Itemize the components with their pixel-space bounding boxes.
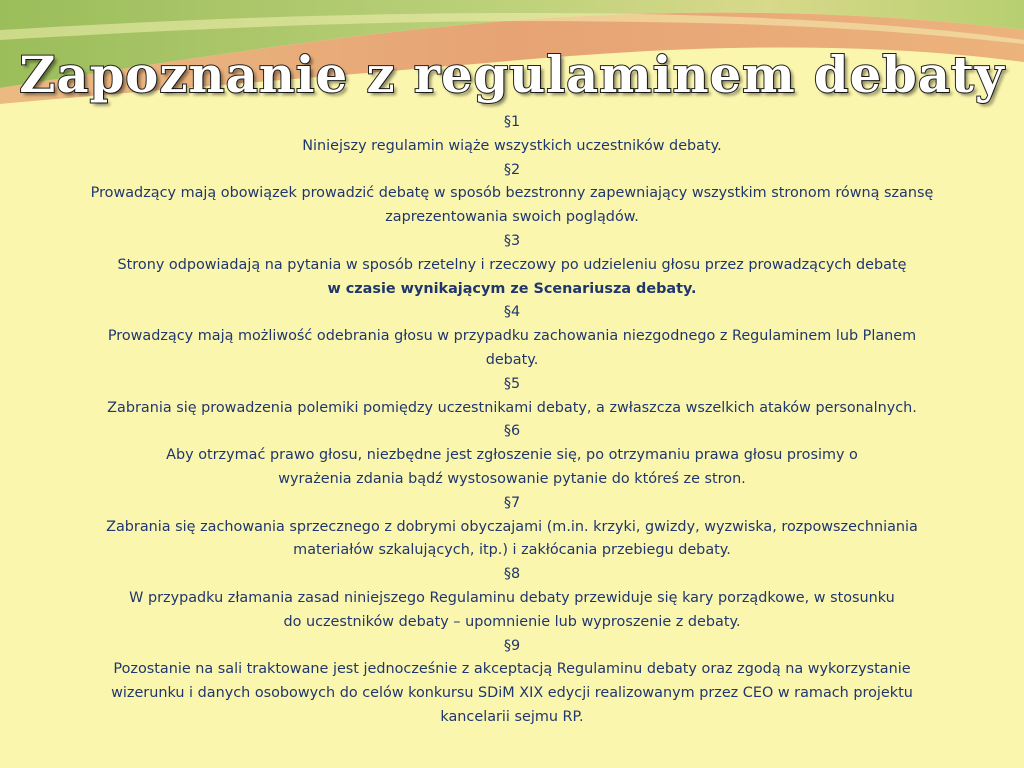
regulation-text-line: Prowadzący mają możliwość odebrania głosu w przypadku zachowania niezgodnego z Regulaminem lub Planem: [107, 328, 917, 345]
section-number: §1: [503, 114, 521, 130]
section-number: §7: [503, 494, 521, 511]
regulation-text-line: Prowadzący mają obowiązek prowadzić debatę w sposób bezstronny zapewniający wszystkim stronom równą szansę: [90, 185, 934, 202]
regulation-text-line: w czasie wynikającym ze Scenariusza debaty.: [327, 280, 697, 297]
section-number: §3: [503, 232, 521, 249]
regulation-text-line: Pozostanie na sali traktowane jest jednocześnie z akceptacją Regulaminu debaty oraz zgodą na wykorzystanie: [113, 661, 911, 678]
regulation-text-line: wyrażenia zdania bądź wystosowanie pytanie do któreś ze stron.: [278, 470, 746, 487]
section-number: §5: [503, 375, 521, 392]
regulation-text-line: materiałów szkalujących, itp.) i zakłócania przebiegu debaty.: [293, 542, 731, 559]
regulation-text-line: W przypadku złamania zasad niniejszego Regulaminu debaty przewiduje się kary porządkowe, w stosunku: [129, 589, 895, 606]
regulation-text-line: Niniejszy regulamin wiąże wszystkich uczestników debaty.: [302, 137, 722, 154]
slide-title: Zapoznanie z regulaminem debaty: [19, 45, 1005, 104]
regulation-text-line: zaprezentowania swoich poglądów.: [385, 209, 639, 226]
section-number: §6: [503, 423, 521, 440]
regulation-text-line: kancelarii sejmu RP.: [440, 708, 584, 725]
regulation-text-line: Strony odpowiadają na pytania w sposób rzetelny i rzeczowy po udzieleniu głosu przez prowadzących debatę: [117, 256, 907, 273]
regulation-text-line: debaty.: [485, 351, 539, 368]
regulation-text-line: Aby otrzymać prawo głosu, niezbędne jest zgłoszenie się, po otrzymaniu prawa głosu prosimy o: [166, 447, 858, 464]
regulation-text-line: Zabrania się zachowania sprzecznego z dobrymi obyczajami (m.in. krzyki, gwizdy, wyzwiska, rozpowszechniania: [106, 518, 918, 535]
regulations-text: [12, 111, 1012, 730]
section-number: §4: [503, 304, 521, 321]
regulation-text-line: do uczestników debaty – upomnienie lub wyproszenie z debaty.: [283, 613, 741, 630]
regulation-text-line: Zabrania się prowadzenia polemiki pomiędzy uczestnikami debaty, a zwłaszcza wszelkich ataków personalnych.: [107, 399, 917, 416]
section-number: §9: [503, 637, 521, 654]
regulation-text-line: wizerunku i danych osobowych do celów konkursu SDiM XIX edycji realizowanym przez CEO w ramach projektu: [111, 685, 913, 702]
section-number: §8: [503, 566, 521, 583]
section-number: §2: [503, 161, 521, 178]
